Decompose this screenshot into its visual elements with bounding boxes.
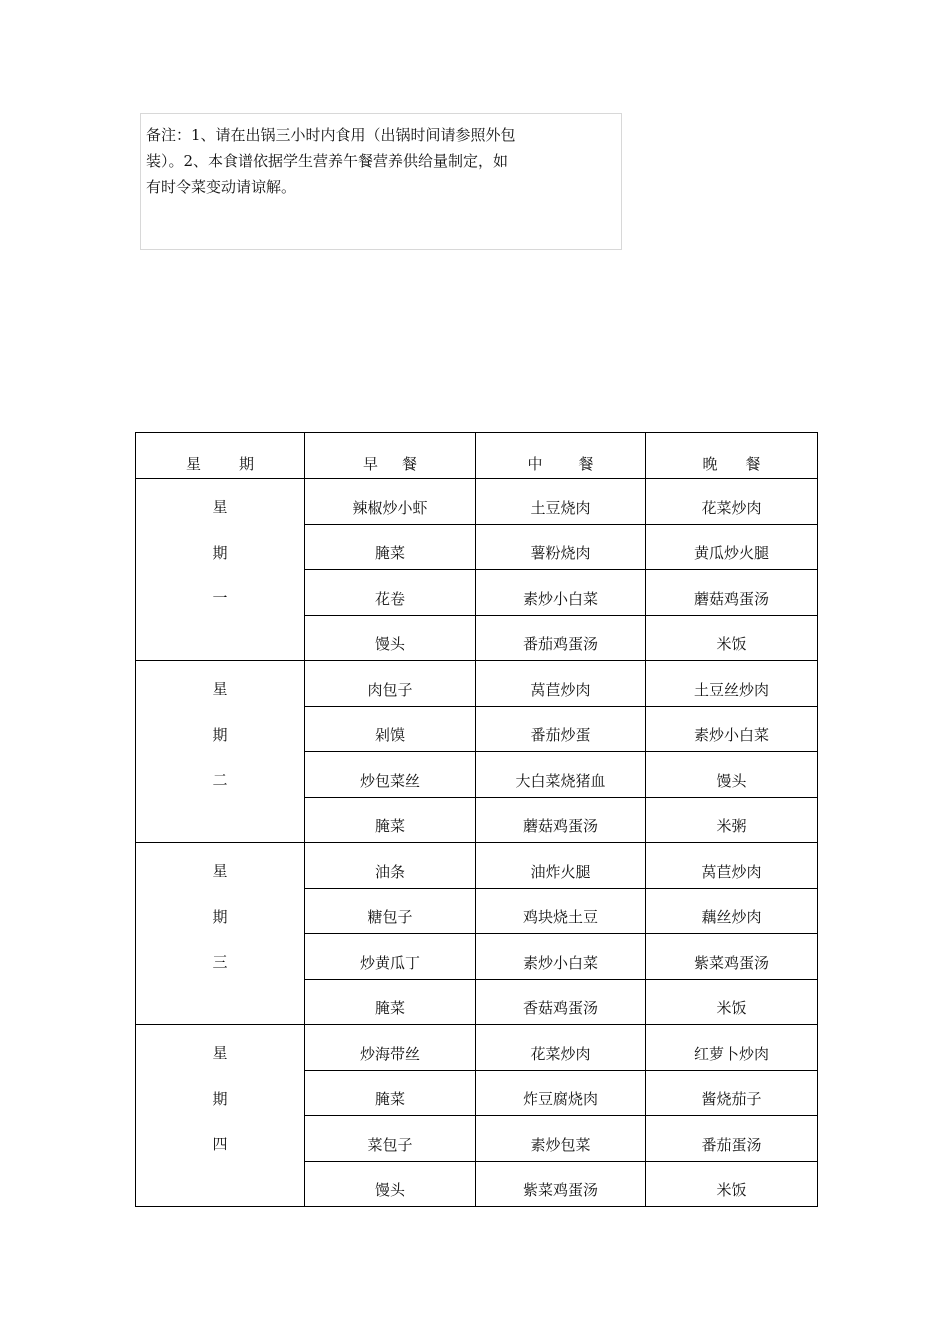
day-label-cell [136,1025,305,1207]
day-label-cell [136,661,305,843]
breakfast-cell: 腌菜 [305,524,476,570]
dinner-cell: 蘑菇鸡蛋汤 [646,570,818,616]
day-label-cell [136,843,305,1025]
lunch-cell: 油炸火腿 [476,843,646,889]
dinner-cell: 馒头 [646,752,818,798]
dinner-cell: 紫菜鸡蛋汤 [646,934,818,980]
weekly-menu-table [135,432,818,1207]
dinner-cell: 莴苣炒肉 [646,843,818,889]
table-row [136,1025,818,1071]
day-label-char: 星 [212,680,228,698]
breakfast-cell: 菜包子 [305,1116,476,1162]
day-label-char: 期 [212,907,228,926]
dinner-cell: 素炒小白菜 [646,706,818,752]
lunch-cell: 薯粉烧肉 [476,524,646,570]
lunch-cell: 素炒小白菜 [476,934,646,980]
note-line: 装）。2、本食谱依据学生营养午餐营养供给量制定，如 [146,152,509,170]
lunch-cell: 蘑菇鸡蛋汤 [476,797,646,843]
lunch-cell: 莴苣炒肉 [476,661,646,707]
day-label-char: 星 [212,498,228,516]
day-label-char: 星 [212,862,228,880]
header-lunch-char: 中 [527,455,543,473]
lunch-cell: 大白菜烧猪血 [476,752,646,798]
dinner-cell: 黄瓜炒火腿 [646,524,818,570]
lunch-cell: 素炒小白菜 [476,570,646,616]
lunch-cell: 紫菜鸡蛋汤 [476,1161,646,1207]
dinner-cell: 番茄蛋汤 [646,1116,818,1162]
table-row [136,479,818,525]
breakfast-cell: 腌菜 [305,979,476,1025]
breakfast-cell: 腌菜 [305,1070,476,1116]
day-label-char: 星 [212,1044,228,1062]
lunch-cell: 番茄炒蛋 [476,706,646,752]
dinner-cell: 米饭 [646,979,818,1025]
dinner-cell: 酱烧茄子 [646,1070,818,1116]
header-breakfast [305,433,476,479]
header-breakfast-char: 餐 [402,455,418,473]
header-dinner [646,433,818,479]
header-dinner-char: 餐 [745,455,761,473]
lunch-cell: 素炒包菜 [476,1116,646,1162]
lunch-cell: 花菜炒肉 [476,1025,646,1071]
header-dinner-char: 晚 [702,455,718,473]
lunch-cell: 炸豆腐烧肉 [476,1070,646,1116]
day-label-char: 一 [212,589,228,607]
lunch-cell: 土豆烧肉 [476,479,646,525]
header-day-char: 星 [185,455,201,473]
lunch-cell: 鸡块烧土豆 [476,888,646,934]
breakfast-cell: 馒头 [305,1161,476,1207]
header-lunch-char: 餐 [578,455,594,473]
breakfast-cell: 腌菜 [305,797,476,843]
table-row [136,661,818,707]
breakfast-cell: 肉包子 [305,661,476,707]
day-label-char: 二 [212,771,228,789]
breakfast-cell: 花卷 [305,570,476,616]
breakfast-cell: 馒头 [305,615,476,661]
day-label-char: 期 [212,725,228,744]
dinner-cell: 米饭 [646,1161,818,1207]
table-row [136,843,818,889]
header-lunch [476,433,646,479]
breakfast-cell: 油条 [305,843,476,889]
note-box [140,113,622,250]
dinner-cell: 米饭 [646,615,818,661]
dinner-cell: 花菜炒肉 [646,479,818,525]
dinner-cell: 土豆丝炒肉 [646,661,818,707]
header-day [136,433,305,479]
dinner-cell: 米粥 [646,797,818,843]
lunch-cell: 番茄鸡蛋汤 [476,615,646,661]
day-label-char: 期 [212,543,228,562]
dinner-cell: 藕丝炒肉 [646,888,818,934]
breakfast-cell: 炒黄瓜丁 [305,934,476,980]
header-row [136,433,818,479]
breakfast-cell: 炒包菜丝 [305,752,476,798]
note-line: 有时令菜变动请谅解。 [146,178,297,196]
header-breakfast-char: 早 [362,455,378,473]
day-label-char: 三 [212,953,228,971]
breakfast-cell: 剁馍 [305,706,476,752]
day-label-cell [136,479,305,661]
breakfast-cell: 炒海带丝 [305,1025,476,1071]
note-line: 备注：1、请在出锅三小时内食用（出锅时间请参照外包 [146,126,516,144]
breakfast-cell: 糖包子 [305,888,476,934]
breakfast-cell: 辣椒炒小虾 [305,479,476,525]
dinner-cell: 红萝卜炒肉 [646,1025,818,1071]
lunch-cell: 香菇鸡蛋汤 [476,979,646,1025]
day-label-char: 期 [212,1089,228,1108]
header-day-char: 期 [239,455,255,473]
day-label-char: 四 [212,1135,228,1153]
